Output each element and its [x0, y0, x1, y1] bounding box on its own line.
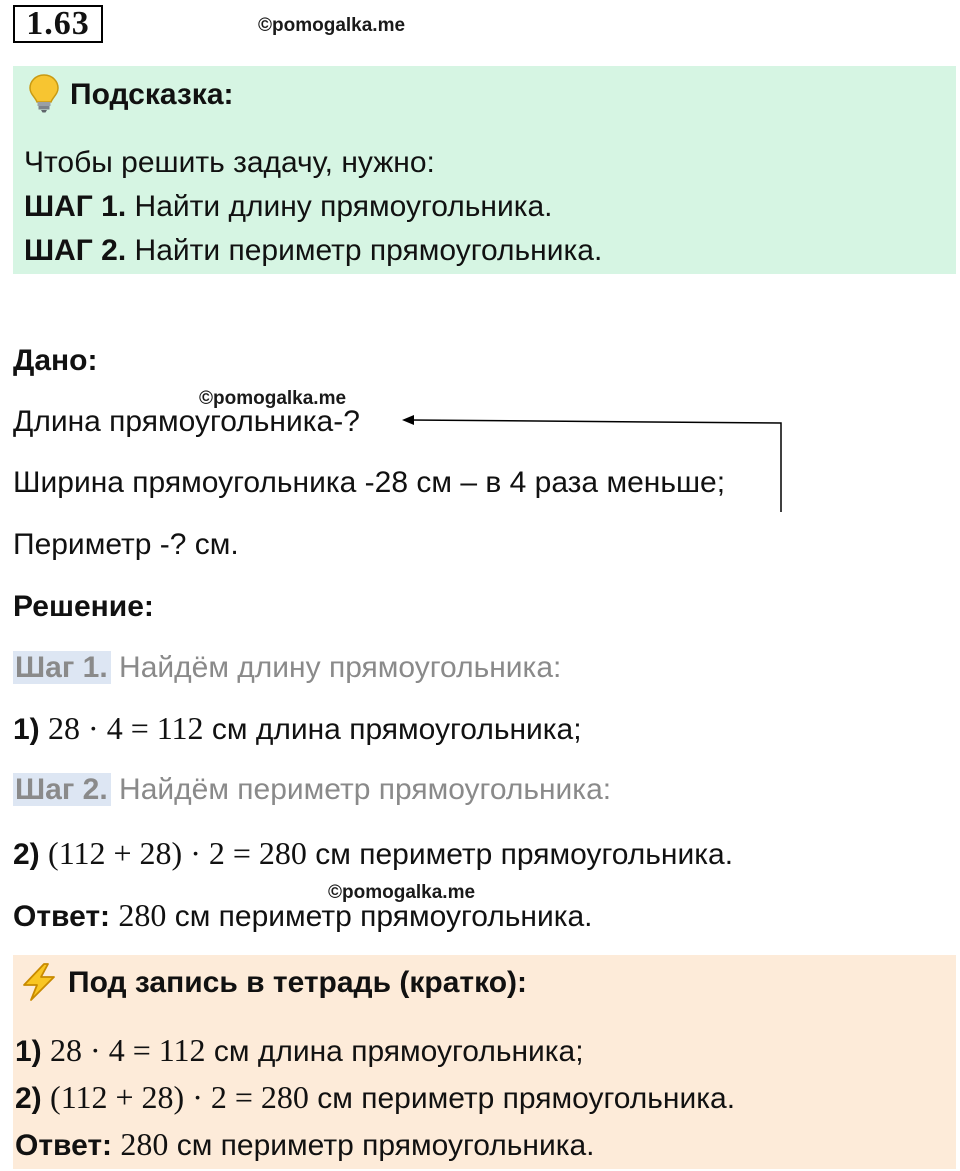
hint-title: Подсказка:: [70, 78, 234, 111]
notebook-calc-1-text: см длина прямоугольника;: [205, 1035, 584, 1068]
task-number: 1.63: [13, 5, 103, 43]
given-title: Дано:: [13, 344, 98, 377]
answer-value: 280: [118, 897, 167, 933]
hint-intro: Чтобы решить задачу, нужно:: [24, 146, 435, 179]
watermark-middle: ©pomogalka.me: [199, 388, 347, 409]
notebook-calc-1-expression: 28 · 4 = 112: [50, 1032, 206, 1068]
notebook-answer-text: см периметр прямоугольника.: [168, 1129, 595, 1162]
calc-2-number: 2): [13, 838, 40, 871]
notebook-calc-2-text: см периметр прямоугольника.: [308, 1082, 736, 1115]
notebook-answer: [15, 1124, 595, 1166]
notebook-answer-value: 280: [120, 1126, 169, 1162]
calc-2-expression: (112 + 28) · 2 = 280: [48, 835, 307, 871]
notebook-calc-2-number: 2): [15, 1082, 42, 1115]
notebook-title: Под запись в тетрадь (кратко):: [68, 966, 528, 999]
hint-step-2-text: Найти периметр прямоугольника.: [126, 234, 603, 267]
step-2-text: Найдём периметр прямоугольника:: [110, 773, 612, 806]
calc-1-expression: 28 · 4 = 112: [48, 710, 204, 746]
given-width: Ширина прямоугольника -28 см – в 4 раза меньше;: [13, 466, 726, 499]
notebook-calc-1-number: 1): [15, 1035, 42, 1068]
calc-1-number: 1): [13, 713, 40, 746]
notebook-calc-1: [15, 1030, 584, 1072]
given-length: Длина прямоугольника-?: [13, 405, 360, 438]
hint-step-2: [24, 231, 602, 271]
answer-label: Ответ:: [13, 900, 111, 933]
notebook-answer-label: Ответ:: [15, 1129, 113, 1162]
notebook-calc-2-expression: (112 + 28) · 2 = 280: [50, 1079, 309, 1115]
step-1-text: Найдём длину прямоугольника:: [110, 651, 562, 684]
solution-step-1: [13, 648, 561, 688]
lightbulb-icon: [27, 73, 61, 113]
hint-step-1-text: Найти длину прямоугольника.: [126, 190, 553, 223]
watermark-bottom: ©pomogalka.me: [328, 882, 476, 903]
solution-answer: [13, 895, 593, 937]
step-1-tag: Шаг 1.: [13, 651, 111, 684]
solution-calc-2: [13, 833, 733, 875]
step-2-tag: Шаг 2.: [13, 773, 111, 806]
relation-arrow: [400, 412, 790, 522]
lightning-icon: [19, 962, 59, 1002]
answer-text: см периметр прямоугольника.: [166, 900, 593, 933]
solution-calc-1: [13, 708, 582, 750]
hint-step-1-label: ШАГ 1.: [24, 190, 127, 223]
given-perimeter: Периметр -? см.: [13, 528, 239, 561]
calc-2-text: см периметр прямоугольника.: [306, 838, 734, 871]
calc-1-text: см длина прямоугольника;: [203, 713, 582, 746]
hint-step-2-label: ШАГ 2.: [24, 234, 127, 267]
watermark-top: ©pomogalka.me: [258, 15, 406, 36]
notebook-calc-2: [15, 1077, 735, 1119]
hint-step-1: [24, 187, 553, 227]
solution-step-2: [13, 770, 611, 810]
solution-title: Решение:: [13, 590, 154, 623]
